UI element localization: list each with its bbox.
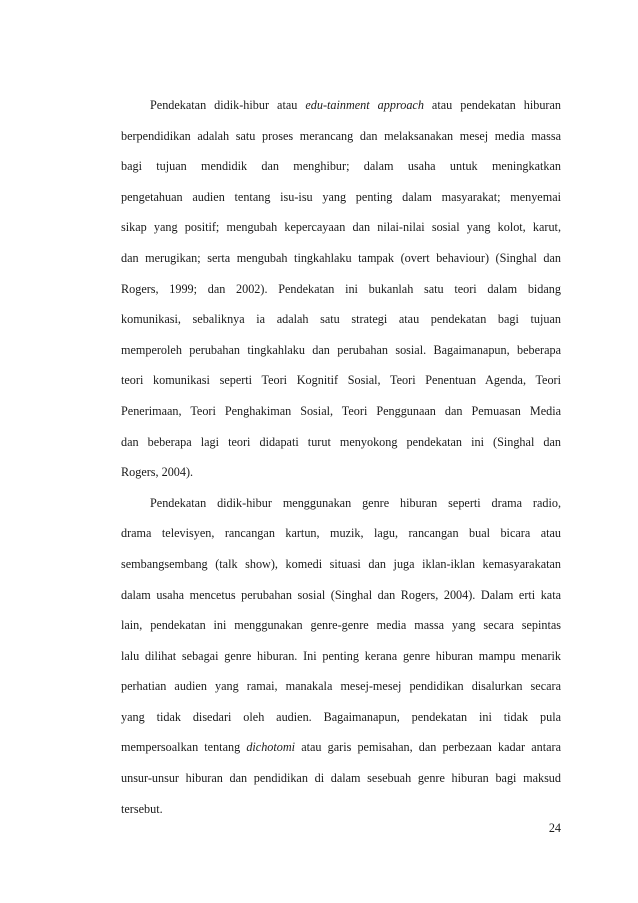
text-line — [121, 335, 561, 366]
text-run: Pendekatan didik-hibur atau — [150, 98, 306, 112]
text-line — [121, 671, 561, 702]
text-run: komunikasi, sebaliknya ia adalah satu strategi atau pendekatan bagi tujuan — [121, 312, 561, 327]
paragraph — [121, 90, 561, 488]
text-line — [121, 304, 561, 335]
text-run: tersebut. — [121, 801, 163, 816]
text-line — [121, 274, 561, 305]
text-line — [121, 580, 561, 611]
text-run: lain, pendekatan ini menggunakan genre-genre media massa yang secara sepintas — [121, 618, 561, 633]
text-line — [121, 151, 561, 182]
text-run: Pendekatan didik-hibur menggunakan genre hiburan seperti drama radio, — [150, 495, 561, 510]
text-line — [121, 243, 561, 274]
text-line — [121, 488, 561, 519]
text-run: Penerimaan, Teori Penghakiman Sosial, Teori Penggunaan dan Pemuasan Media — [121, 403, 561, 418]
text-line — [121, 90, 561, 121]
text-run: teori komunikasi seperti Teori Kognitif Sosial, Teori Penentuan Agenda, Teori — [121, 373, 561, 388]
text-line — [121, 732, 561, 763]
text-run: bagi tujuan mendidik dan menghibur; dalam usaha untuk meningkatkan — [121, 159, 561, 174]
text-run: berpendidikan adalah satu proses merancang dan melaksanakan mesej media massa — [121, 128, 561, 143]
text-line — [121, 396, 561, 427]
text-run: unsur-unsur hiburan dan pendidikan di dalam sesebuah genre hiburan bagi maksud — [121, 771, 561, 786]
text-line — [121, 182, 561, 213]
text-line — [121, 702, 561, 733]
paragraph — [121, 488, 561, 825]
text-run: sembangsembang (talk show), komedi situasi dan juga iklan-iklan kemasyarakatan — [121, 556, 561, 571]
text-run: dan merugikan; serta mengubah tingkahlaku tampak (overt behaviour) (Singhal dan — [121, 250, 561, 265]
text-line — [121, 763, 561, 794]
text-line — [121, 610, 561, 641]
text-run: sikap yang positif; mengubah kepercayaan dan nilai-nilai sosial yang kolot, karut, — [121, 220, 561, 235]
text-line — [121, 641, 561, 672]
text-run: memperoleh perubahan tingkahlaku dan perubahan sosial. Bagaimanapun, beberapa — [121, 342, 561, 357]
text-run: dalam usaha mencetus perubahan sosial (Singhal dan Rogers, 2004). Dalam erti kata — [121, 587, 561, 602]
text-line — [121, 121, 561, 152]
body-text — [121, 90, 561, 824]
text-run: perhatian audien yang ramai, manakala mesej-mesej pendidikan disalurkan secara — [121, 679, 561, 694]
text-run: mempersoalkan tentang — [121, 740, 247, 755]
text-line — [121, 457, 561, 488]
text-run: drama televisyen, rancangan kartun, muzik, lagu, rancangan bual bicara atau — [121, 526, 561, 541]
text-run: Rogers, 1999; dan 2002). Pendekatan ini bukanlah satu teori dalam bidang — [121, 281, 561, 296]
italic-term: edu-tainment approach — [305, 98, 424, 112]
text-line — [121, 549, 561, 580]
text-run: atau pendekatan hiburan — [423, 98, 561, 112]
text-run: atau garis pemisahan, dan perbezaan kadar antara — [295, 740, 561, 755]
text-run: lalu dilihat sebagai genre hiburan. Ini penting kerana genre hiburan mampu menarik — [121, 648, 561, 663]
text-line — [121, 212, 561, 243]
text-run: Rogers, 2004). — [121, 465, 194, 480]
text-line — [121, 518, 561, 549]
text-line — [121, 794, 561, 825]
text-line — [121, 365, 561, 396]
text-run: dan beberapa lagi teori didapati turut menyokong pendekatan ini (Singhal dan — [121, 434, 561, 449]
text-run: pengetahuan audien tentang isu-isu yang penting dalam masyarakat; menyemai — [121, 189, 561, 204]
text-run: yang tidak disedari oleh audien. Bagaimanapun, pendekatan ini tidak pula — [121, 709, 561, 724]
italic-term: dichotomi — [246, 740, 296, 755]
text-line — [121, 427, 561, 458]
page-number: 24 — [548, 821, 561, 835]
